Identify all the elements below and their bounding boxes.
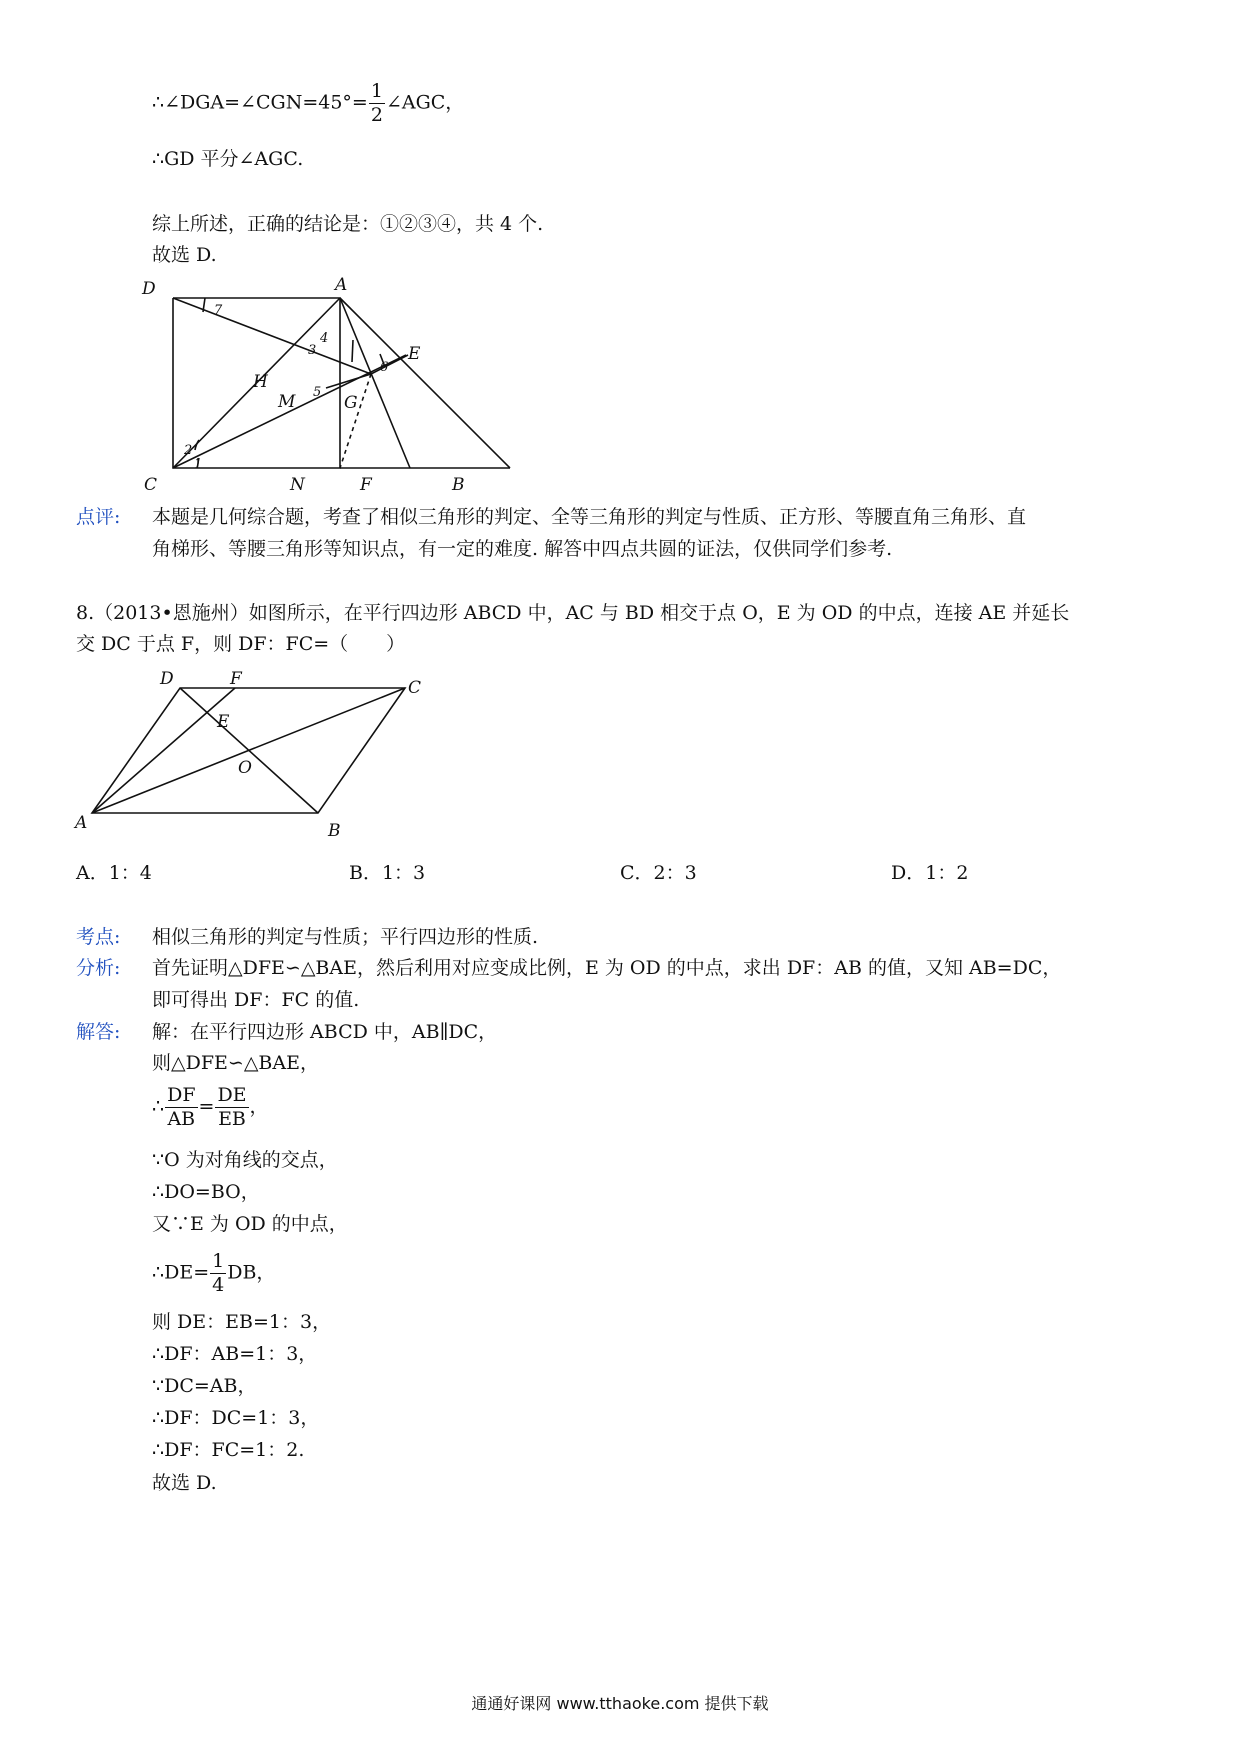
label-d: D (142, 279, 156, 299)
angle-2: 2 (184, 443, 193, 458)
page-footer: 通通好课网 www.tthaoke.com 提供下载 (471, 1694, 769, 1713)
label-e: E (408, 344, 421, 364)
solution-step-13: 故选 D. (152, 1472, 217, 1494)
step-gd-bisects: ∴GD 平分∠AGC. (152, 148, 304, 170)
solution-step-7: ∴DE= $\frac{1}{4}$ DB， (152, 1250, 276, 1296)
solution-step-6: 又∵E 为 OD 的中点， (152, 1213, 348, 1235)
label-a: A (335, 275, 348, 295)
figure-square-geometry (140, 272, 540, 502)
answer-choice-line: 故选 D. (152, 244, 217, 266)
solution-step-8: 则 DE：EB=1：3， (152, 1311, 332, 1333)
fenxi-line-1: 首先证明△DFE∽△BAE，然后利用对应变成比例，E 为 OD 的中点，求出 DF：AB 的值，又知 AB=DC， (152, 957, 1062, 979)
solution-step-3: ∴ $\frac{DF}{AB}$ = $\frac{DE}{EB}$ ， (152, 1084, 269, 1130)
option-b: B．1：3 (349, 862, 426, 884)
comment-line-2: 角梯形、等腰三角形等知识点，有一定的难度. 解答中四点共圆的证法，仅供同学们参考. (152, 538, 893, 560)
label-f: F (230, 669, 242, 689)
kaodian-text: 相似三角形的判定与性质；平行四边形的性质. (152, 926, 539, 948)
angle-1: 1 (194, 457, 203, 472)
solution-step-1: 解：在平行四边形 ABCD 中，AB∥DC， (152, 1021, 498, 1043)
solution-step-10: ∵DC=AB， (152, 1375, 257, 1397)
fenxi-line-2: 即可得出 DF：FC 的值. (152, 989, 360, 1011)
label-b: B (452, 475, 465, 495)
label-g: G (344, 393, 358, 413)
fraction-de-eb: $\frac{DE}{EB}$ (217, 1084, 247, 1130)
fenxi-label: 分析: (76, 957, 121, 979)
fraction-one-half: $\frac{1}{2}$ (370, 80, 383, 126)
angle-5: 5 (313, 385, 322, 400)
jieda-label: 解答: (76, 1021, 121, 1043)
label-b: B (328, 821, 341, 841)
solution-step-2: 则△DFE∽△BAE， (152, 1052, 319, 1074)
label-h: H (253, 372, 268, 392)
fraction-one-quarter: $\frac{1}{4}$ (212, 1250, 225, 1296)
solution-step-11: ∴DF：DC=1：3， (152, 1407, 320, 1429)
question-8-line-2: 交 DC 于点 F，则 DF：FC=（ ） (76, 633, 406, 655)
option-c: C．2：3 (620, 862, 697, 884)
label-c: C (408, 678, 422, 698)
comment-label: 点评: (76, 506, 121, 528)
summary-line: 综上所述，正确的结论是：①②③④，共 4 个. (152, 213, 544, 235)
kaodian-label: 考点: (76, 926, 121, 948)
label-f: F (360, 475, 372, 495)
fraction-df-ab: $\frac{DF}{AB}$ (167, 1084, 196, 1130)
solution-step-4: ∵O 为对角线的交点， (152, 1149, 338, 1171)
solution-step-12: ∴DF：FC=1：2. (152, 1439, 305, 1461)
figure-parallelogram (70, 668, 440, 850)
angle-4: 4 (320, 331, 329, 346)
comment-line-1: 本题是几何综合题，考查了相似三角形的判定、全等三角形的判定与性质、正方形、等腰直角三角形、直 (152, 506, 1027, 528)
option-d: D．1：2 (891, 862, 969, 884)
label-n: N (290, 475, 305, 495)
option-a: A．1：4 (76, 862, 152, 884)
label-o: O (238, 758, 252, 778)
solution-step-5: ∴DO=BO， (152, 1181, 260, 1203)
label-e: E (217, 712, 230, 732)
solution-step-9: ∴DF：AB=1：3， (152, 1343, 318, 1365)
label-m: M (278, 392, 296, 412)
label-c: C (144, 475, 158, 495)
question-8-line-1: 8.（2013•恩施州）如图所示，在平行四边形 ABCD 中，AC 与 BD 相交于点 O，E 为 OD 的中点，连接 AE 并延长 (76, 602, 1070, 624)
angle-3: 3 (308, 343, 317, 358)
angle-7: 7 (214, 303, 223, 318)
angle-6: 6 (380, 360, 389, 375)
label-d: D (160, 669, 174, 689)
label-a: A (75, 813, 88, 833)
step-angle-equation: ∴∠DGA=∠CGN=45°= $\frac{1}{2}$ ∠AGC， (152, 80, 465, 126)
